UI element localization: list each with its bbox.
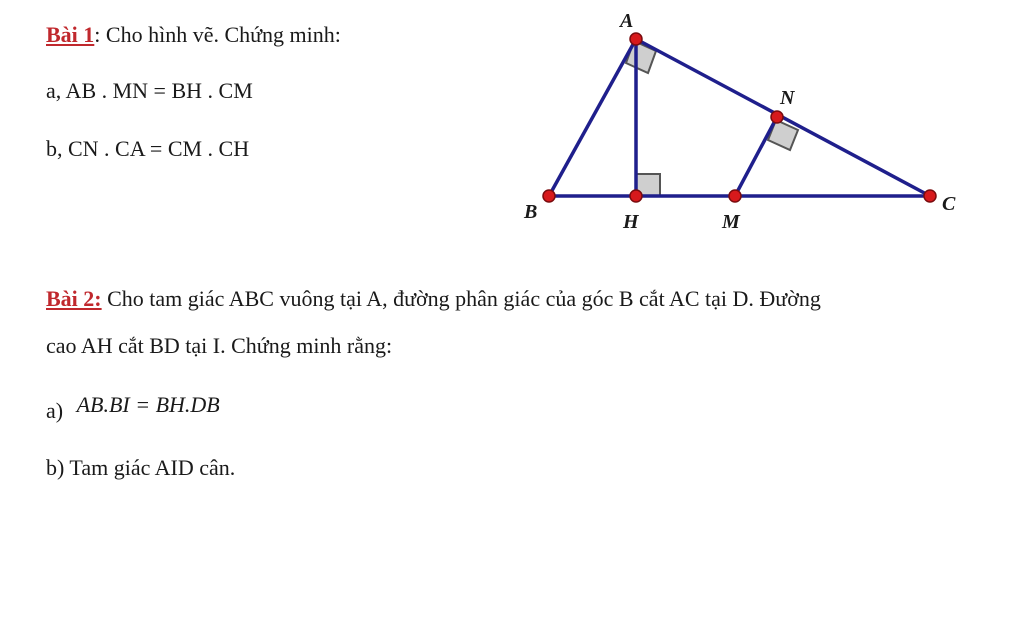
point-B — [543, 190, 555, 202]
segment-AB — [549, 39, 636, 196]
problem1-part-b: b, CN . CA = CM . CH — [46, 136, 250, 161]
point-N — [771, 111, 783, 123]
problem1-part-a: a, AB . MN = BH . CM — [46, 78, 253, 103]
problem2-heading: Bài 2: — [46, 286, 102, 311]
problem2-part-a — [46, 392, 220, 424]
problem1-heading: Bài 1 — [46, 22, 95, 47]
point-H — [630, 190, 642, 202]
problem2-line2: cao AH cắt BD tại I. Chứng minh rằng: — [46, 333, 393, 358]
problem2-text-1: Cho tam giác ABC vuông tại A, đường phân giác của góc B cắt AC tại D. Đường — [101, 286, 821, 311]
point-M — [729, 190, 741, 202]
label-C: C — [942, 193, 956, 215]
triangle-figure — [0, 0, 1024, 260]
problem2-part-a-math: AB.BI = BH.DB — [76, 392, 220, 417]
problem2-part-a-label: a) — [46, 398, 64, 423]
point-C — [924, 190, 936, 202]
point-A — [630, 33, 642, 45]
label-A: A — [620, 10, 634, 32]
label-H: H — [623, 211, 639, 233]
label-B: B — [524, 201, 538, 223]
label-N: N — [780, 87, 795, 109]
segment-MN — [735, 117, 777, 196]
problem1-intro: : Cho hình vẽ. Chứng minh: — [94, 22, 341, 47]
problem2-part-b: b) Tam giác AID cân. — [46, 455, 236, 480]
problem2-line1 — [46, 286, 821, 312]
label-M: M — [722, 211, 740, 233]
